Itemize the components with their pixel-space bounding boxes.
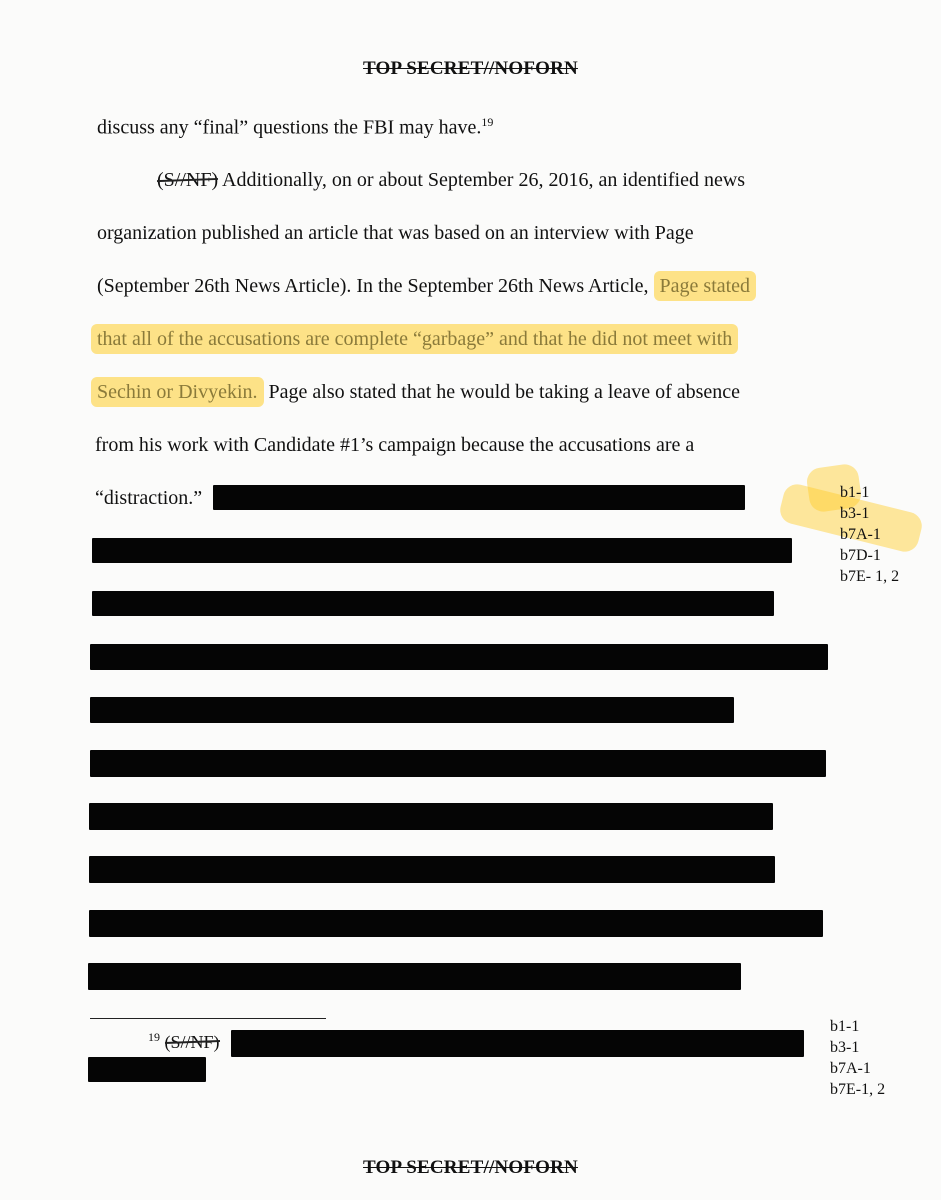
redaction-bar xyxy=(92,538,792,563)
redaction-bar xyxy=(89,856,775,883)
body-line-5 xyxy=(91,328,738,351)
exemption-code: b1-1 xyxy=(830,1018,860,1035)
footnote-number: 19 xyxy=(148,1030,160,1044)
exemption-code: b3-1 xyxy=(830,1039,860,1056)
redaction-bar xyxy=(88,963,741,990)
exemption-code: b7A-1 xyxy=(830,1060,871,1077)
footnote-line xyxy=(148,1030,220,1053)
body-text: discuss any “final” questions the FBI may have. xyxy=(97,116,482,139)
exemption-codes xyxy=(840,482,899,587)
redaction-bar xyxy=(90,697,734,723)
redaction-bar xyxy=(231,1030,804,1057)
exemption-code: b7E- 1, 2 xyxy=(840,568,900,585)
body-line-8: “distraction.” xyxy=(95,487,203,509)
redaction-bar xyxy=(88,1057,206,1082)
classification-marking: (S//NF) xyxy=(164,1032,220,1052)
exemption-code: b7A-1 xyxy=(840,526,881,543)
footnote-divider xyxy=(90,1018,326,1019)
exemption-code: b3-1 xyxy=(840,505,870,522)
classification-footer: TOP SECRET//NOFORN xyxy=(363,1157,578,1178)
body-line-6 xyxy=(91,381,740,404)
body-line-2 xyxy=(157,169,745,192)
body-line-1 xyxy=(97,115,493,140)
redaction-bar xyxy=(90,750,826,777)
footnote-ref: 19 xyxy=(481,115,494,129)
classification-marking: (S//NF) xyxy=(157,169,219,191)
exemption-code: b1-1 xyxy=(840,484,870,501)
body-text: (September 26th News Article). In the September 26th News Article, xyxy=(97,275,649,297)
classification-header: TOP SECRET//NOFORN xyxy=(363,58,578,79)
highlighted-text: Sechin or Divyekin. xyxy=(91,377,264,407)
redaction-bar xyxy=(89,910,823,937)
body-text: Page also stated that he would be taking a leave of absence xyxy=(268,381,741,403)
exemption-code: b7E-1, 2 xyxy=(830,1081,886,1098)
redaction-bar xyxy=(90,644,828,670)
exemption-code: b7D-1 xyxy=(840,547,881,564)
exemption-codes-footnote xyxy=(830,1016,885,1100)
redaction-bar xyxy=(213,485,745,510)
body-text: Additionally, on or about September 26, 2016, an identified news xyxy=(222,169,746,191)
body-line-3: organization published an article that was based on an interview with Page xyxy=(97,222,694,244)
highlighted-text: Page stated xyxy=(654,271,757,301)
body-line-4 xyxy=(97,275,756,298)
redaction-bar xyxy=(89,803,773,830)
highlighted-text: that all of the accusations are complete “garbage” and that he did not meet with xyxy=(91,324,738,354)
redaction-bar xyxy=(92,591,774,616)
body-line-7: from his work with Candidate #1’s campaign because the accusations are a xyxy=(95,434,695,456)
